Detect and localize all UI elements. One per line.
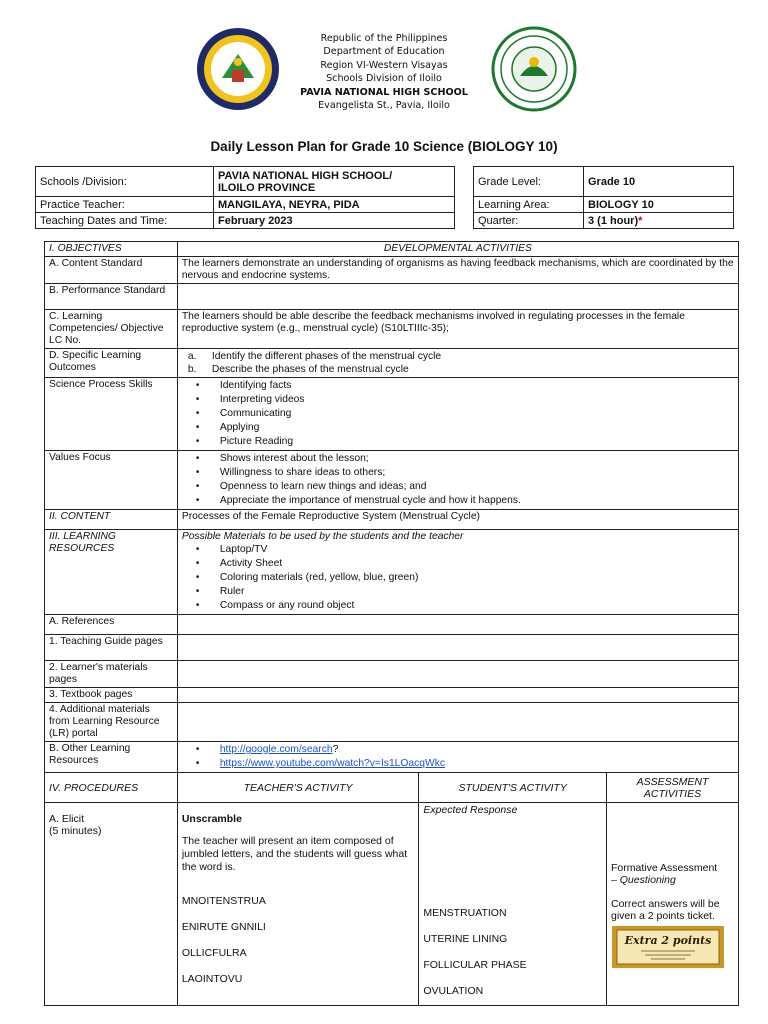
- resources-heading: III. LEARNING RESOURCES: [45, 530, 178, 615]
- list-item: • Identifying facts: [196, 379, 734, 393]
- list-item: • Appreciate the importance of menstrual cycle and how it happens.: [196, 494, 734, 508]
- elicit-title: A. Elicit: [49, 813, 85, 825]
- header-line: Republic of the Philippines: [320, 33, 448, 44]
- activity-title: Unscramble: [181, 813, 242, 825]
- learners-materials-label: 2. Learner's materials pages: [45, 661, 178, 688]
- resources-value: [177, 530, 738, 615]
- competency-value: The learners should be able describe the feedback mechanisms involved in regulating processes in the female reproductive system (e.g., menstrual cycle) (S10LTIIIc-35);: [177, 310, 738, 349]
- activity-instruction: The teacher will present an item composed of jumbled letters, and the students will guess what the word is.: [181, 835, 408, 873]
- references-label: A. References: [45, 615, 178, 635]
- learners-materials-value: [177, 661, 738, 688]
- objectives-heading: I. OBJECTIVES: [45, 242, 178, 257]
- list-item: [196, 757, 734, 771]
- letterhead: [0, 30, 768, 112]
- list-item: • Openness to learn new things and ideas; and: [196, 480, 734, 494]
- list-marker: b.: [187, 364, 197, 375]
- elicit-label: [45, 803, 178, 1006]
- school-seal-logo: [194, 26, 282, 112]
- header-line: Schools Division of Iloilo: [326, 73, 442, 85]
- answer: UTERINE LINING: [423, 933, 508, 945]
- answer: FOLLICULAR PHASE: [423, 959, 527, 971]
- info-table-right: [473, 166, 734, 229]
- lr-portal-value: [177, 703, 738, 742]
- list-item: • Activity Sheet: [196, 557, 734, 571]
- other-resources-label: B. Other Learning Resources: [45, 742, 178, 773]
- list-item: • Willingness to share ideas to others;: [196, 466, 734, 480]
- procedures-heading: IV. PROCEDURES: [45, 773, 178, 803]
- textbook-value: [177, 688, 738, 703]
- teacher-activity-heading: TEACHER'S ACTIVITY: [177, 773, 419, 803]
- quarter-asterisk: *: [638, 214, 643, 227]
- lesson-plan-table: [44, 241, 739, 1006]
- jumbled-word: ENIRUTE GNNILI: [181, 921, 266, 933]
- content-heading: II. CONTENT: [45, 510, 178, 530]
- quarter-text: 3 (1 hour): [588, 214, 639, 227]
- content-value: Processes of the Female Reproductive System (Menstrual Cycle): [177, 510, 738, 530]
- school-address-block: [284, 32, 484, 112]
- list-item: [188, 363, 734, 376]
- teacher-label: Practice Teacher:: [36, 197, 214, 213]
- process-skills-value: [177, 378, 738, 451]
- assessment-cell: [607, 803, 739, 1006]
- list-item: • Communicating: [196, 407, 734, 421]
- ticket-label: Extra 2 points: [624, 934, 712, 947]
- assessment-type: Formative Assessment: [611, 862, 718, 874]
- list-item: • Coloring materials (red, yellow, blue, green): [196, 571, 734, 585]
- teacher-value: MANGILAYA, NEYRA, PIDA: [214, 197, 455, 213]
- youtube-video-link[interactable]: https://www.youtube.com/watch?v=Is1LOacqWkc: [219, 758, 446, 769]
- header-line: Department of Education: [323, 46, 445, 58]
- performance-standard-label: B. Performance Standard: [45, 284, 178, 310]
- assessment-heading: ASSESSMENT ACTIVITIES: [607, 773, 739, 803]
- teacher-activity-cell: [177, 803, 419, 1006]
- schools-value: [214, 167, 455, 197]
- dates-value: February 2023: [214, 213, 455, 229]
- content-standard-label: A. Content Standard: [45, 257, 178, 284]
- deped-seal-logo: [490, 26, 578, 112]
- student-activity-cell: [419, 803, 607, 1006]
- quarter-value: [584, 213, 734, 229]
- answer: MENSTRUATION: [423, 907, 507, 919]
- grade-value: Grade 10: [584, 167, 734, 197]
- lr-portal-label: 4. Additional materials from Learning Resource (LR) portal: [45, 703, 178, 742]
- competency-label: C. Learning Competencies/ Objective LC No.: [45, 310, 178, 349]
- schools-value-line: PAVIA NATIONAL HIGH SCHOOL/: [218, 169, 393, 182]
- area-label: Learning Area:: [474, 197, 584, 213]
- list-item-text: Describe the phases of the menstrual cycle: [211, 364, 409, 375]
- process-skills-label: Science Process Skills: [45, 378, 178, 451]
- teaching-guide-label: 1. Teaching Guide pages: [45, 635, 178, 661]
- values-focus-value: [177, 451, 738, 510]
- page-title: Daily Lesson Plan for Grade 10 Science (BIOLOGY 10): [210, 139, 558, 154]
- grade-label: Grade Level:: [474, 167, 584, 197]
- assessment-method: – Questioning: [611, 874, 676, 886]
- schools-value-line: ILOILO PROVINCE: [218, 181, 316, 194]
- student-activity-heading: STUDENT'S ACTIVITY: [419, 773, 607, 803]
- dev-activities-heading: DEVELOPMENTAL ACTIVITIES: [177, 242, 738, 257]
- list-item: • Interpreting videos: [196, 393, 734, 407]
- resources-intro: Possible Materials to be used by the students and the teacher: [181, 531, 464, 542]
- jumbled-word: MNOITENSTRUA: [181, 895, 266, 907]
- specific-outcomes-value: [177, 349, 738, 378]
- ticket-image: [611, 925, 725, 969]
- list-item: • Laptop/TV: [196, 543, 734, 557]
- list-item: [188, 350, 734, 363]
- expected-response-heading: Expected Response: [423, 804, 518, 816]
- teaching-guide-value: [177, 635, 738, 661]
- header-line: Region VI-Western Visayas: [320, 59, 448, 71]
- link-suffix: ?: [332, 744, 339, 755]
- quarter-label: Quarter:: [474, 213, 584, 229]
- list-item: • Ruler: [196, 585, 734, 599]
- list-item: [196, 743, 734, 757]
- jumbled-word: LAOINTOVU: [181, 973, 243, 985]
- jumbled-word: OLLICFULRA: [181, 947, 247, 959]
- list-item: • Shows interest about the lesson;: [196, 452, 734, 466]
- header-line: Evangelista St., Pavia, Iloilo: [318, 100, 450, 112]
- references-value: [177, 615, 738, 635]
- assessment-note: Correct answers will be given a 2 points ticket.: [611, 898, 720, 922]
- info-table-left: [35, 166, 455, 229]
- list-item: • Compass or any round object: [196, 599, 734, 613]
- elicit-time: (5 minutes): [49, 825, 102, 837]
- values-focus-label: Values Focus: [45, 451, 178, 510]
- list-item: • Picture Reading: [196, 435, 734, 449]
- answer: OVULATION: [423, 985, 484, 997]
- list-marker: a.: [187, 351, 197, 362]
- schools-label: Schools /Division:: [36, 167, 214, 197]
- list-item: • Applying: [196, 421, 734, 435]
- google-search-link[interactable]: http://google.com/search: [219, 744, 333, 755]
- performance-standard-value: [177, 284, 738, 310]
- dates-label: Teaching Dates and Time:: [36, 213, 214, 229]
- other-resources-value: [177, 742, 738, 773]
- specific-outcomes-label: D. Specific Learning Outcomes: [45, 349, 178, 378]
- list-item-text: Identify the different phases of the menstrual cycle: [211, 351, 442, 362]
- area-value: BIOLOGY 10: [584, 197, 734, 213]
- header-school-name: PAVIA NATIONAL HIGH SCHOOL: [300, 86, 468, 98]
- textbook-label: 3. Textbook pages: [45, 688, 178, 703]
- content-standard-value: The learners demonstrate an understanding of organisms as having feedback mechanisms, which are coordinated by the nervous and endocrine systems.: [177, 257, 738, 284]
